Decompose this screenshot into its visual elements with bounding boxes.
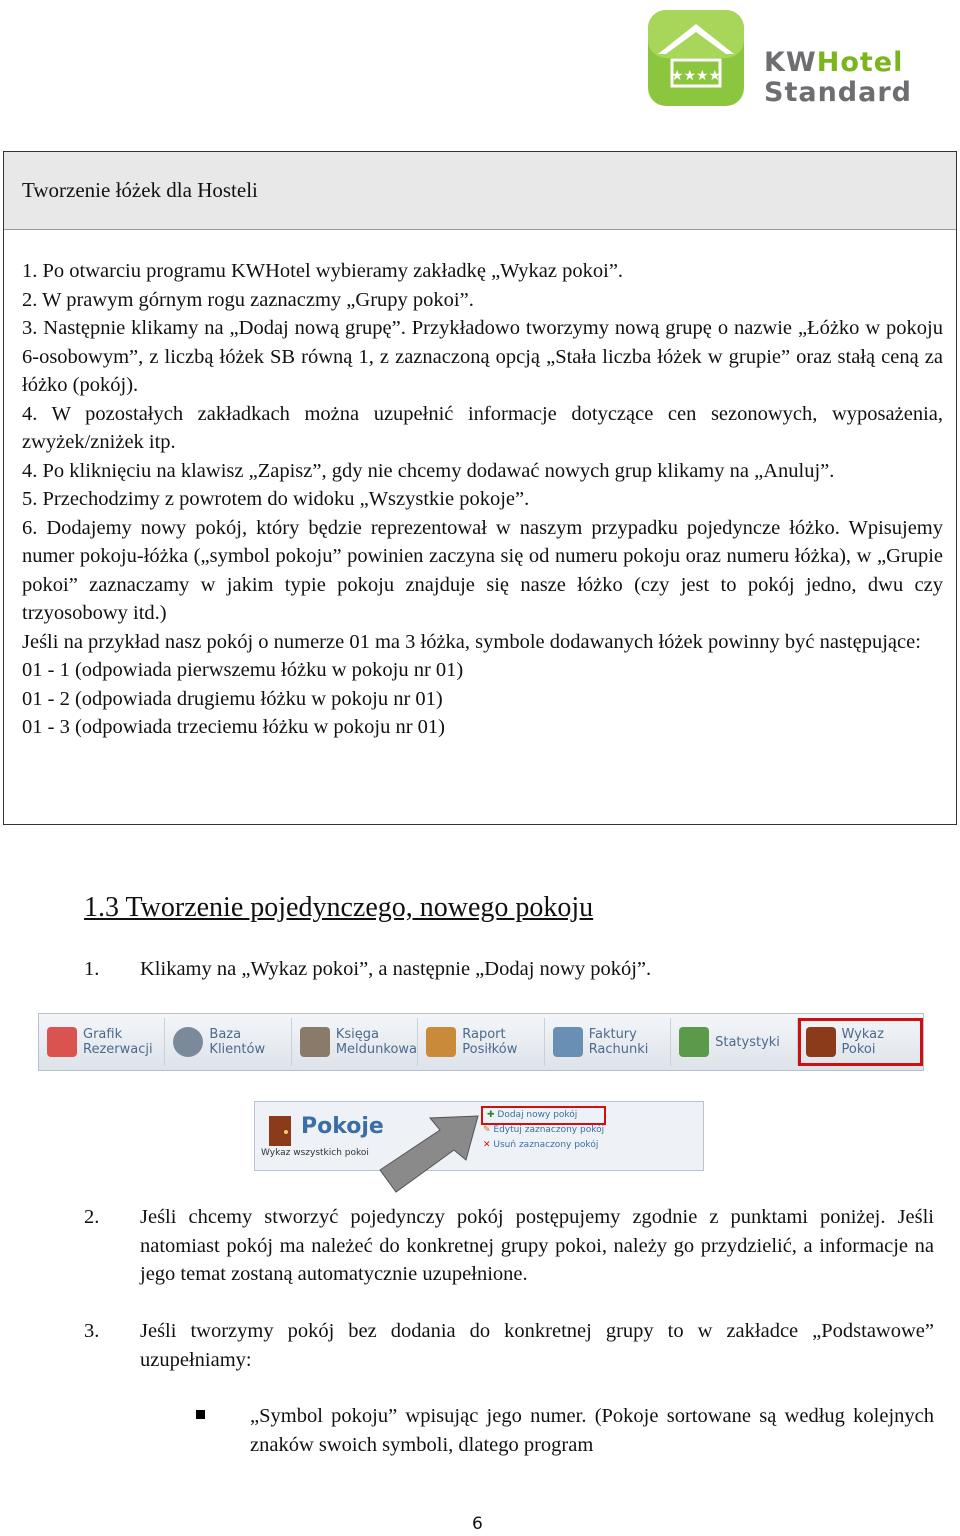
toolbar-label: Rachunki: [588, 1042, 649, 1057]
step-text: Jeśli chcemy stworzyć pojedynczy pokój postępujemy zgodnie z punktami poniżej. Jeśli natomiast pokój ma należeć do konkretnej grupy pokoi, należy go przydzielić, a informacje na jego temat zostaną automatycznie uzupełnione.: [140, 1206, 934, 1285]
pointer-arrow-icon: [370, 1108, 490, 1198]
box-paragraph: 2. W prawym górnym rogu zaznaczmy „Grupy pokoi”.: [22, 288, 474, 311]
step-number: 1.: [84, 958, 100, 980]
panel-title: Pokoje: [301, 1114, 384, 1139]
step-item: [84, 955, 934, 984]
edit-icon: ✎: [483, 1125, 494, 1135]
box-paragraph: 4. W pozostałych zakładkach można uzupełnić informacje dotyczące cen sezonowych, wyposażenia, zwyżek/zniżek itp.: [22, 402, 943, 453]
person-icon: [173, 1027, 203, 1057]
toolbar-label: Wykaz: [841, 1027, 884, 1042]
box-paragraph: 01 - 2 (odpowiada drugiemu łóżku w pokoju nr 01): [22, 687, 443, 710]
step-item: [84, 1203, 934, 1289]
step-item: [84, 1317, 934, 1374]
calendar-icon: [47, 1027, 77, 1057]
meal-icon: [426, 1027, 456, 1057]
box-paragraph: 3. Następnie klikamy na „Dodaj nową grupę”. Przykładowo tworzymy nową grupę o nazwie „Łóżko w pokoju 6-osobowym”, z liczbą łóżek SB równą 1, z zaznaczoną opcją „Stała liczba łóżek w grupie” oraz stałą ceną za łóżko (pokój).: [22, 317, 943, 396]
menu-label: Dodaj nowy pokój: [497, 1110, 578, 1120]
logo-emblem-icon: [646, 8, 746, 108]
step-number: 2.: [84, 1206, 100, 1228]
section-heading: 1.3 Tworzenie pojedynczego, nowego pokoju: [84, 892, 594, 923]
box-paragraph: 4. Po kliknięciu na klawisz „Zapisz”, gdy nie chcemy dodawać nowych grup klikamy na „Anuluj”.: [22, 459, 835, 482]
box-paragraph: 1. Po otwarciu programu KWHotel wybieramy zakładkę „Wykaz pokoi”.: [22, 260, 624, 282]
menu-label: Edytuj zaznaczony pokój: [493, 1125, 605, 1135]
toolbar-label: Baza: [209, 1027, 242, 1042]
toolbar-label: Księga: [335, 1027, 379, 1042]
invoice-icon: [553, 1027, 583, 1057]
add-room-link[interactable]: [483, 1108, 604, 1123]
toolbar-button-baza-klientow[interactable]: [165, 1018, 291, 1066]
step-number: 3.: [84, 1320, 100, 1342]
toolbar-label: Posiłków: [462, 1042, 518, 1057]
stats-icon: [679, 1027, 709, 1057]
toolbar-label: Faktury: [588, 1027, 637, 1042]
panel-menu: [483, 1108, 604, 1153]
edit-room-link[interactable]: [483, 1123, 604, 1138]
book-icon: [300, 1027, 330, 1057]
box-paragraph: Jeśli na przykład nasz pokój o numerze 01 ma 3 łóżka, symbole dodawanych łóżek powinny być następujące:: [22, 630, 921, 653]
kwhotel-logo: [646, 8, 942, 112]
toolbar-button-statystyki[interactable]: [671, 1018, 797, 1066]
plus-icon: ✚: [487, 1110, 498, 1120]
toolbar-button-ksiega-meldunkowa[interactable]: [292, 1018, 418, 1066]
box-paragraph: 5. Przechodzimy z powrotem do widoku „Wszystkie pokoje”.: [22, 488, 530, 510]
toolbar-button-raport-posilkow[interactable]: [418, 1018, 544, 1066]
logo-wordmark: KWHotel Standard: [764, 47, 912, 108]
toolbar-label: Raport: [462, 1027, 506, 1042]
box-body: [22, 257, 943, 742]
toolbar-label: Pokoi: [841, 1042, 876, 1057]
toolbar-label: Grafik: [83, 1027, 123, 1042]
menu-label: Usuń zaznaczony pokój: [493, 1140, 599, 1150]
step-text: Klikamy na „Wykaz pokoi”, a następnie „Dodaj nowy pokój”.: [140, 958, 652, 980]
delete-icon: ✕: [483, 1140, 494, 1150]
step-text: Jeśli tworzymy pokój bez dodania do konkretnej grupy to w zakładce „Podstawowe” uzupełniamy:: [140, 1320, 934, 1371]
box-title: Tworzenie łóżek dla Hosteli: [22, 178, 258, 202]
toolbar-button-wykaz-pokoi[interactable]: [798, 1018, 923, 1066]
box-header: [4, 152, 956, 230]
door-icon: [806, 1027, 836, 1057]
bullet-item: [250, 1402, 934, 1459]
box-paragraph: 01 - 3 (odpowiada trzeciemu łóżku w pokoju nr 01): [22, 716, 445, 738]
page-number: 6: [472, 1514, 483, 1534]
toolbar-label: Statystyki: [715, 1034, 780, 1050]
bullet-text: „Symbol pokoju” wpisując jego numer. (Pokoje sortowane są według kolejnych znaków swoich symboli, dlatego program: [250, 1405, 934, 1456]
bullet-icon: [196, 1410, 205, 1419]
box-paragraph: 6. Dodajemy nowy pokój, który będzie reprezentował w naszym przypadku pojedyncze łóżko. Wpisujemy numer pokoju-łóżka („symbol pokoju” powinien zaczyna się od numeru pokoju oraz numeru łóżka), w „Grupie pokoi” zaznaczamy w jakim typie pokoju znajduje się nasze łóżko (czy jest to pokój jedno, dwu czy trzyosobowy itd.): [22, 516, 943, 624]
main-toolbar: [38, 1013, 924, 1071]
hostel-beds-box: [3, 151, 957, 825]
toolbar-label: Rezerwacji: [83, 1042, 153, 1057]
box-paragraph: 01 - 1 (odpowiada pierwszemu łóżku w pokoju nr 01): [22, 659, 464, 681]
panel-subtitle: Wykaz wszystkich pokoi: [261, 1148, 369, 1158]
toolbar-label: Meldunkowa: [335, 1042, 418, 1057]
toolbar-button-faktury-rachunki[interactable]: [545, 1018, 671, 1066]
svg-text:★★★★: ★★★★: [670, 68, 722, 84]
delete-room-link[interactable]: [483, 1138, 604, 1153]
toolbar-label: Klientów: [209, 1042, 266, 1057]
toolbar-button-grafik-rezerwacji[interactable]: [39, 1018, 165, 1066]
door-icon: [267, 1114, 293, 1148]
